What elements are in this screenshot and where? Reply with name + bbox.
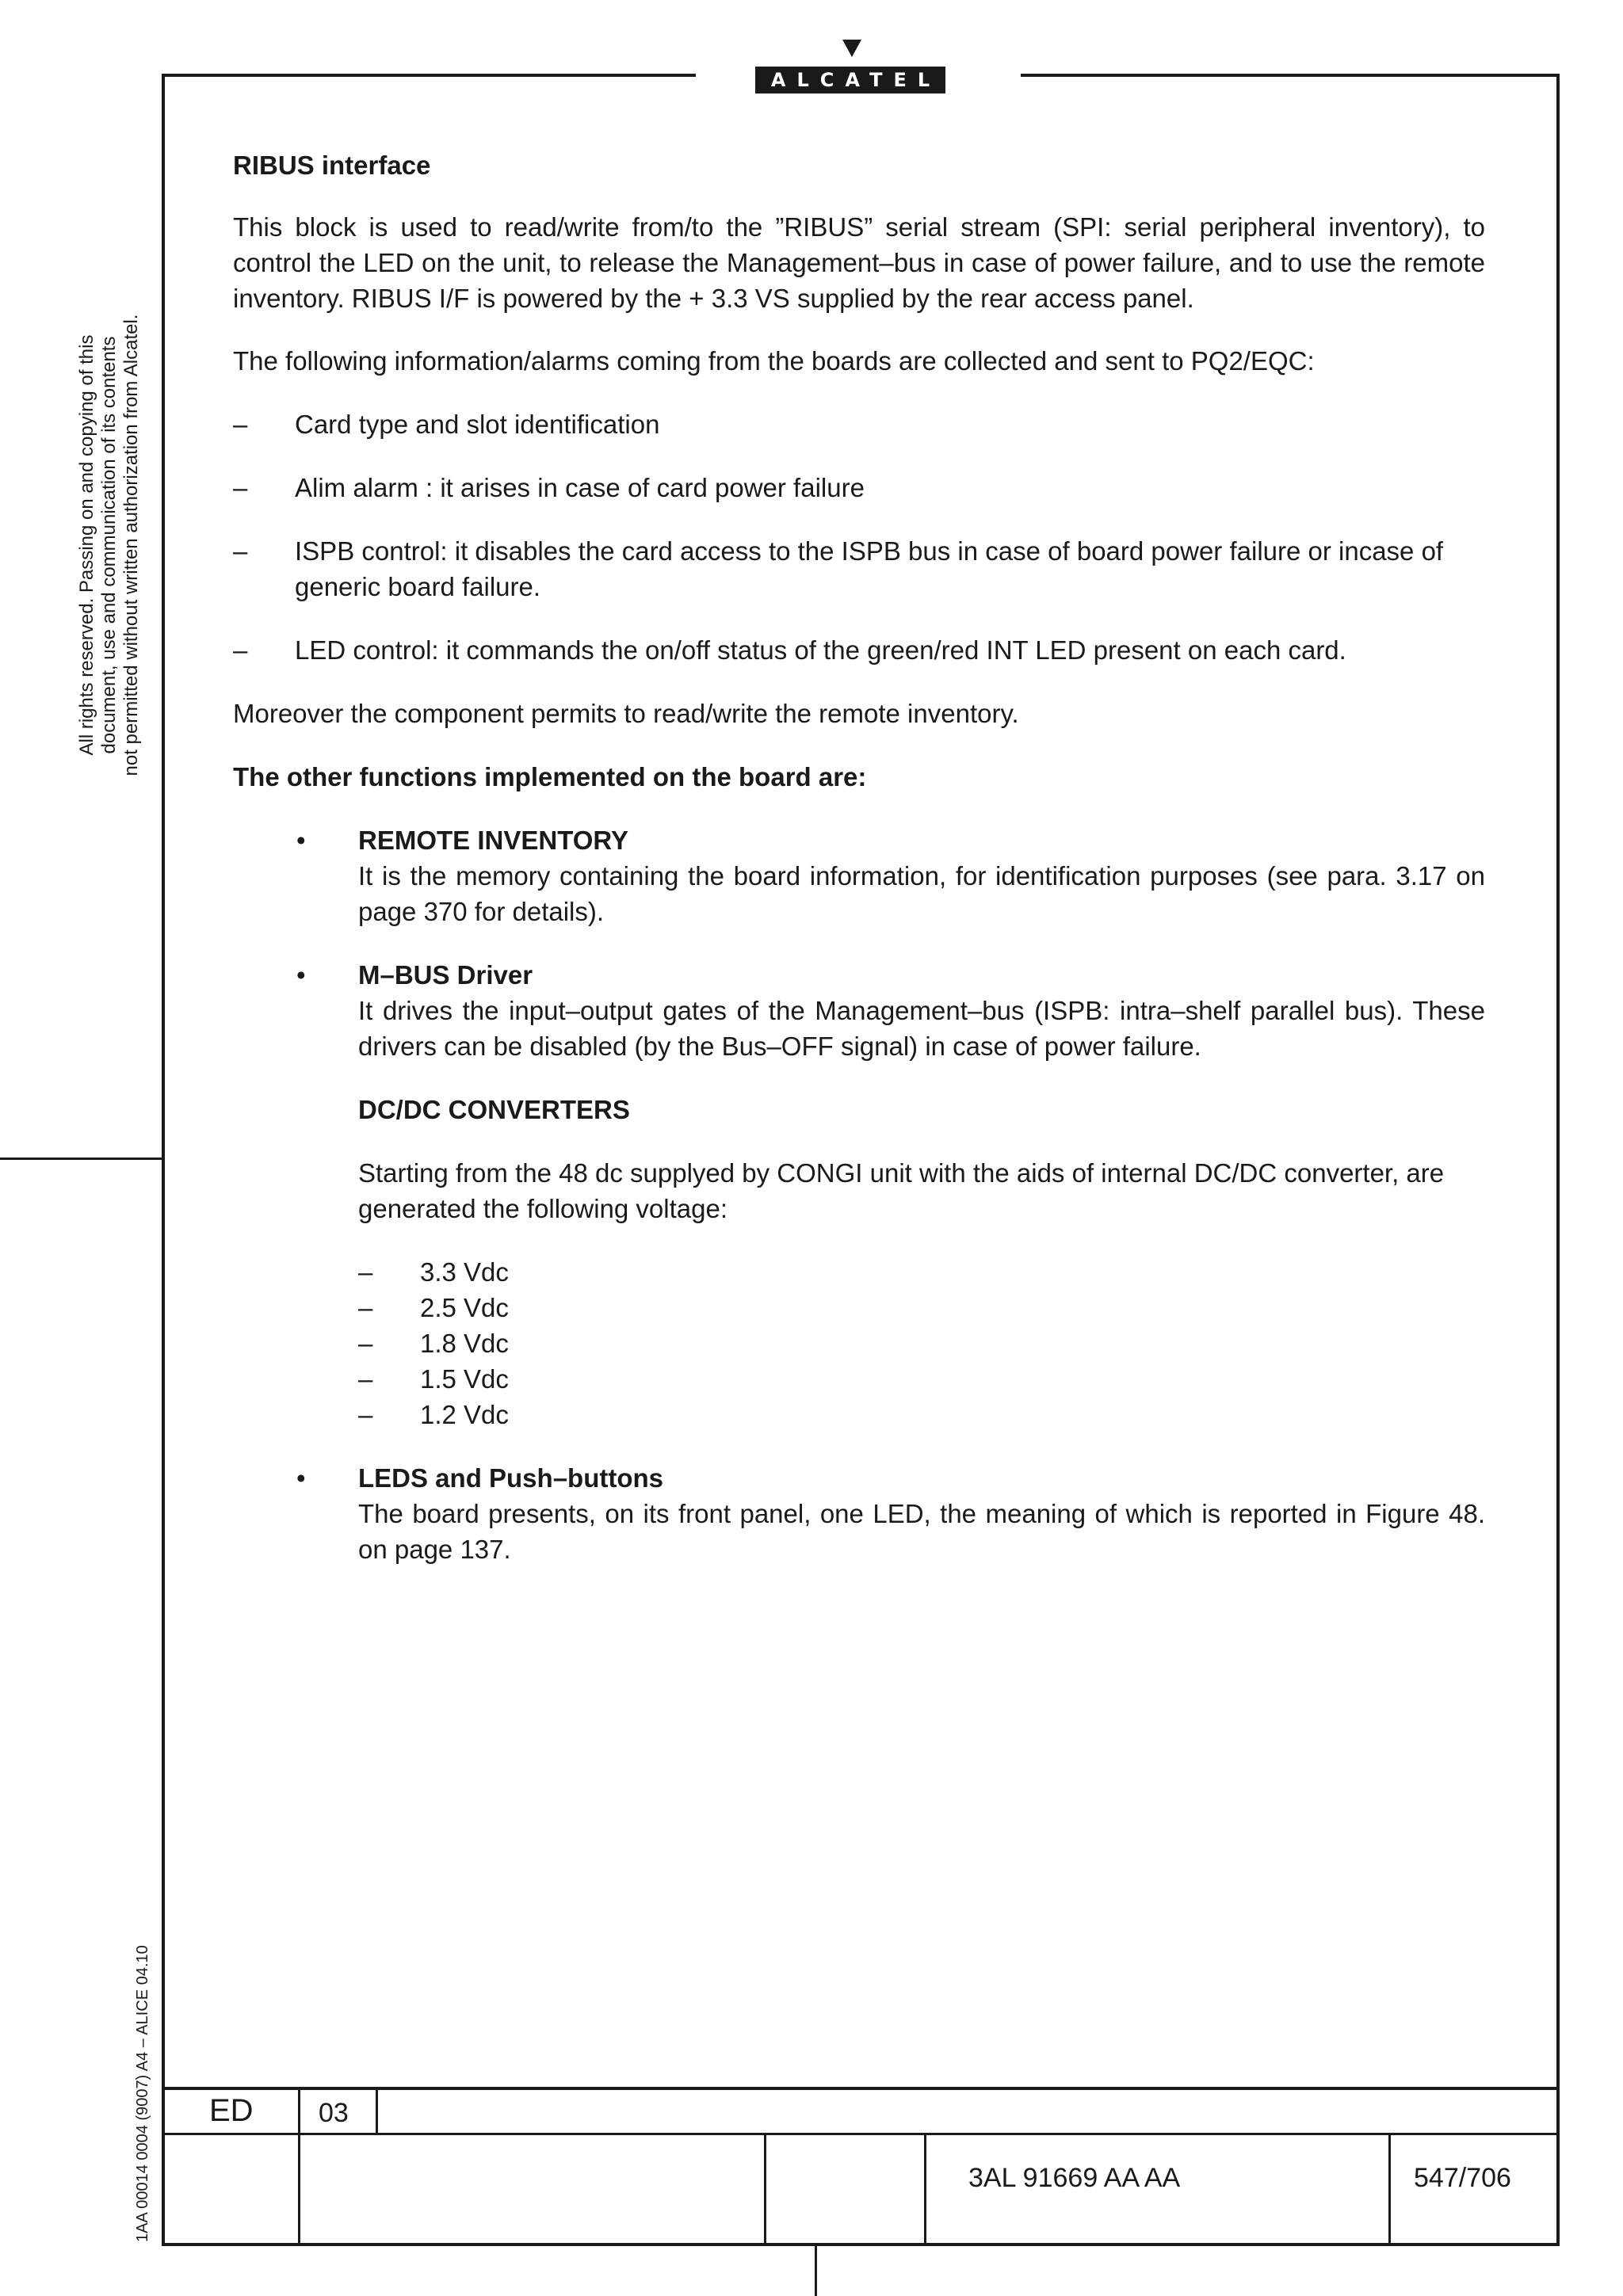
list-item (233, 632, 1485, 668)
document-code: 3AL 91669 AA AA (968, 2163, 1181, 2193)
function-text: It drives the input–output gates of the Management–bus (ISPB: intra–shelf parallel bus). These drivers can be disabled (by the Bus–OFF signal) in case of power failure. (358, 996, 1485, 1061)
voltage-item: – 1.2 Vdc (358, 1400, 509, 1429)
intro-paragraph: This block is used to read/write from/to the ”RIBUS” serial stream (SPI: serial peripheral inventory), to control the LED on the unit, to release the Management–bus in case of power failure, and to use the remote inventory. RIBUS I/F is powered by the + 3.3 VS supplied by the rear access panel. (233, 212, 1485, 313)
function-mbus-driver (233, 957, 1485, 1064)
voltage-item: – 1.5 Vdc (358, 1364, 509, 1394)
voltage-item: – 2.5 Vdc (358, 1293, 509, 1322)
list-item-text: Card type and slot identification (295, 410, 660, 439)
copyright-notice (76, 260, 143, 830)
margin-fold-mark (0, 1158, 162, 1160)
voltage-list (233, 1254, 1485, 1432)
dash-marker: – (233, 410, 248, 439)
frame-bottom (162, 2243, 1560, 2246)
function-heading: M–BUS Driver (358, 960, 533, 990)
alcatel-logo (755, 40, 945, 95)
logo-text: ALCATEL (755, 67, 945, 93)
bullet-marker: • (296, 1463, 306, 1493)
list-item-text: Alim alarm : it arises in case of card power failure (295, 473, 865, 502)
function-text: It is the memory containing the board information, for identification purposes (see para. 3.17 on page 370 for details). (358, 861, 1485, 926)
collected-paragraph: The following information/alarms coming from the boards are collected and sent to PQ2/EQC: (233, 346, 1315, 376)
frame-right (1556, 74, 1560, 2246)
list-item-text: LED control: it commands the on/off status of the green/red INT LED present on each card. (295, 635, 1346, 665)
edition-label: ED (209, 2093, 254, 2128)
list-item (233, 470, 1485, 505)
dcdc-heading: DC/DC CONVERTERS (358, 1095, 630, 1124)
footer-line-middle (162, 2133, 1560, 2135)
footer-divider-3 (764, 2133, 766, 2245)
function-heading: LEDS and Push–buttons (358, 1463, 664, 1493)
list-item-text: ISPB control: it disables the card access to the ISPB bus in case of board power failure or incase of generic board failure. (295, 536, 1444, 601)
function-remote-inventory (233, 822, 1485, 929)
footer-spine (815, 2246, 817, 2296)
voltage-item: – 3.3 Vdc (358, 1257, 509, 1287)
copyright-line-1: All rights reserved. Passing on and copying of this (76, 334, 97, 756)
logo-triangle-icon (842, 40, 861, 57)
footer-divider-5 (1388, 2133, 1391, 2245)
page-number: 547/706 (1414, 2163, 1511, 2193)
copyright-line-2: document, use and communication of its contents (98, 336, 120, 754)
dash-marker: – (233, 536, 248, 566)
moreover-paragraph: Moreover the component permits to read/write the remote inventory. (233, 699, 1019, 728)
voltage-item: – 1.8 Vdc (358, 1329, 509, 1358)
bullet-marker: • (296, 826, 306, 855)
dcdc-text: Starting from the 48 dc supplyed by CONGI unit with the aids of internal DC/DC converter, are generated the following voltage: (358, 1158, 1445, 1223)
footer-line-top (162, 2087, 1560, 2090)
main-content (233, 147, 1485, 1567)
footer-divider-2 (376, 2087, 378, 2134)
copyright-line-3: not permitted without written authorization from Alcatel. (120, 314, 142, 776)
section-title: RIBUS interface (233, 151, 431, 180)
bullet-marker: • (296, 960, 306, 990)
function-text: The board presents, on its front panel, one LED, the meaning of which is reported in Figure 48. on page 137. (358, 1499, 1485, 1564)
frame-left (162, 74, 165, 2246)
dash-marker: – (233, 635, 248, 665)
form-code: 1AA 00014 0004 (9007) A4 – ALICE 04.10 (134, 1945, 151, 2242)
list-item (233, 533, 1485, 605)
function-heading: REMOTE INVENTORY (358, 826, 629, 855)
list-item (233, 406, 1485, 442)
frame-top-left (162, 74, 696, 77)
function-leds-push-buttons (233, 1460, 1485, 1567)
footer-divider-4 (924, 2133, 926, 2245)
footer-divider-1 (298, 2087, 300, 2245)
edition-value: 03 (319, 2098, 349, 2128)
dash-marker: – (233, 473, 248, 502)
other-functions-heading: The other functions implemented on the board are: (233, 762, 867, 791)
frame-top-right (1021, 74, 1560, 77)
